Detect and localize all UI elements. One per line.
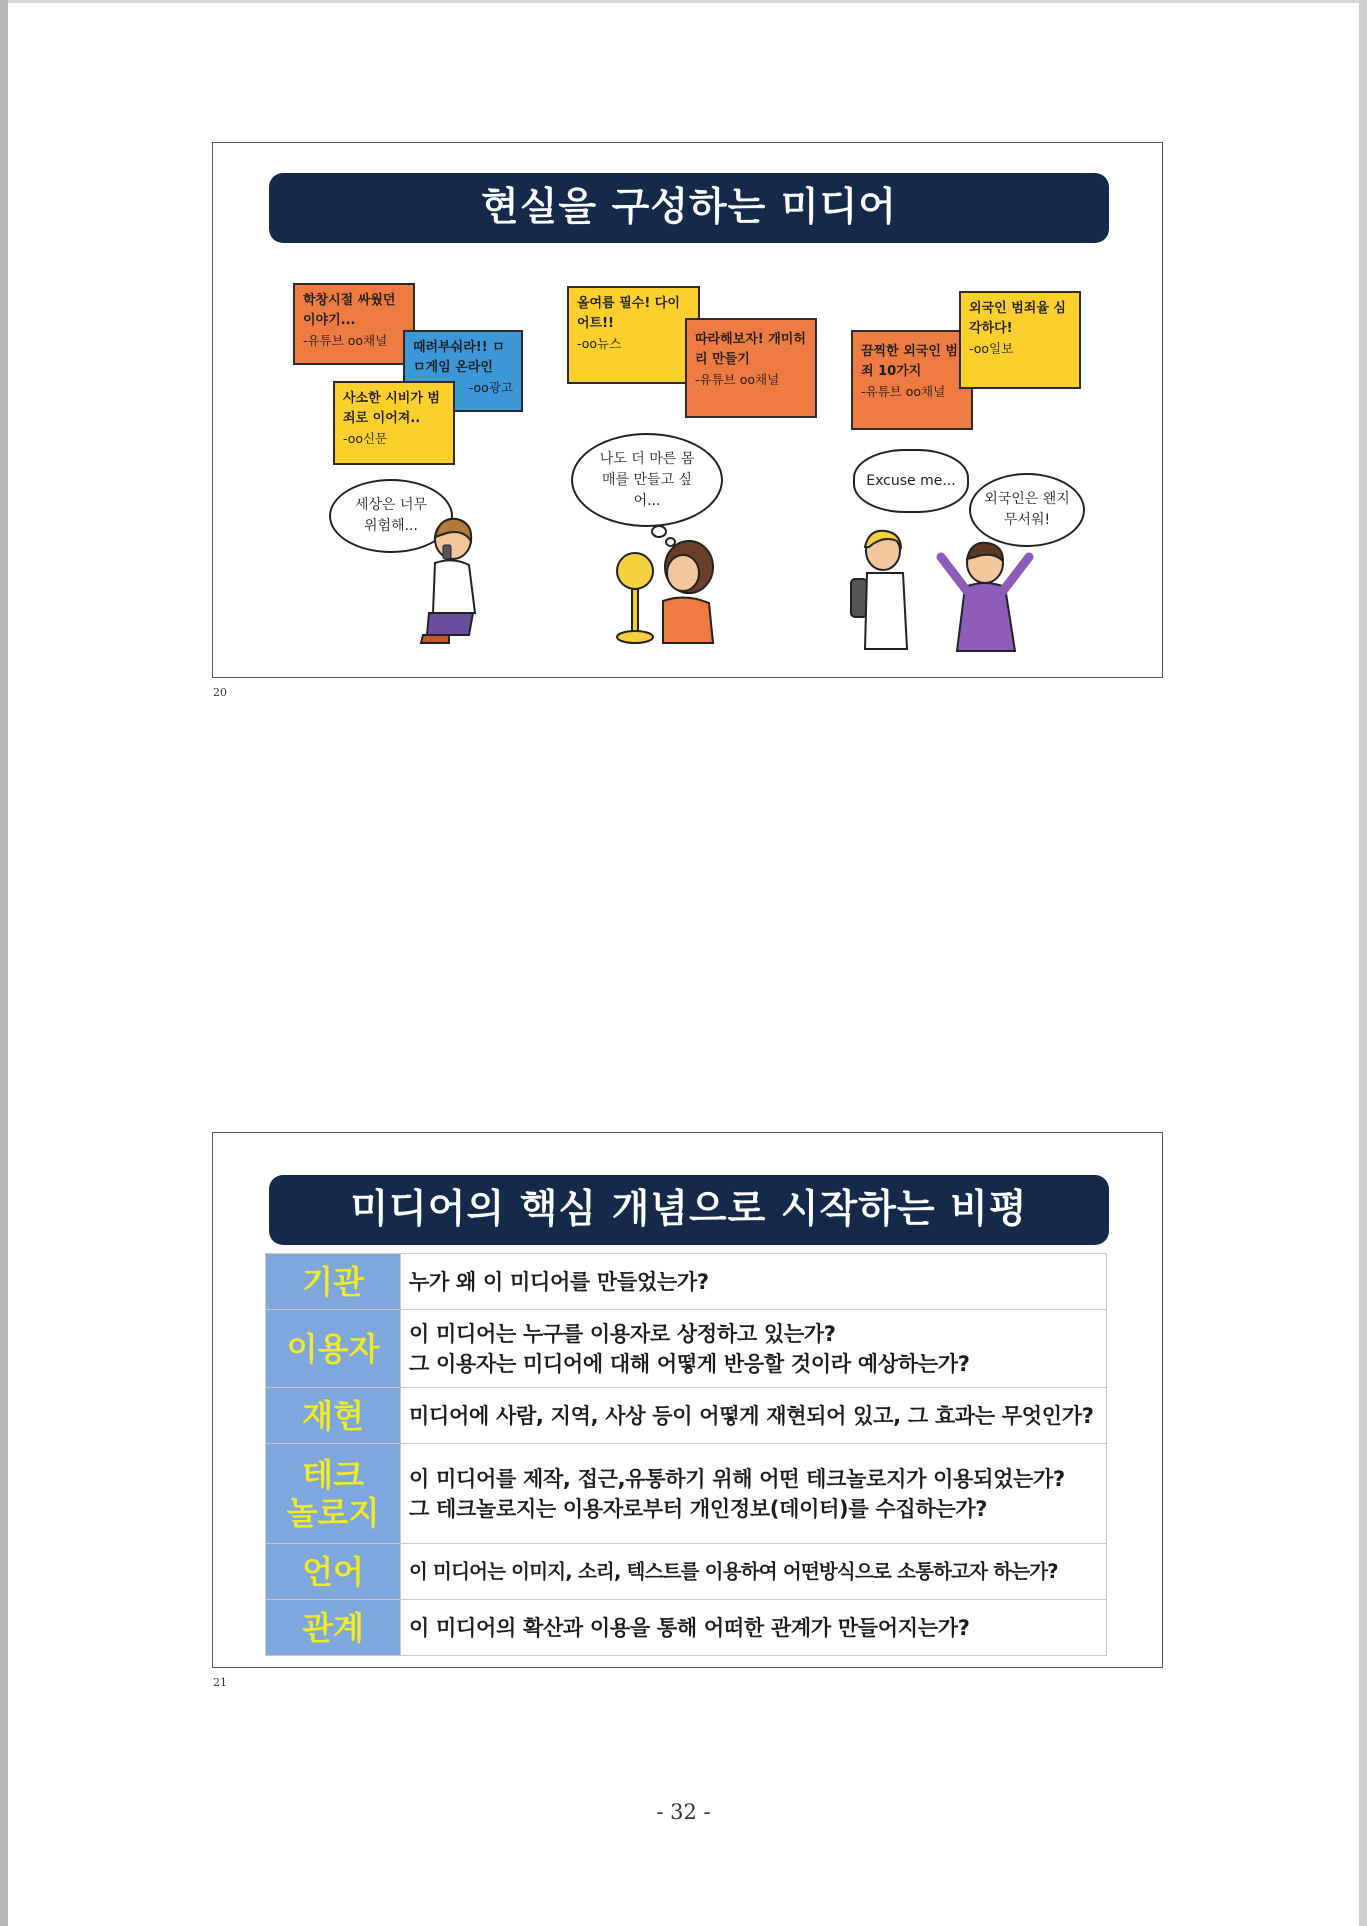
row-value [401,1600,1107,1656]
news-card [567,286,700,384]
row-line: 이 미디어를 제작, 접근,유통하기 위해 어떤 테크놀로지가 이용되었는가? [409,1466,1065,1491]
slide-number: 21 [213,1676,227,1689]
thought-bubble [571,433,723,527]
worried-person-illustration [403,513,493,653]
row-line: 누가 왜 이 미디어를 만들었는가? [409,1269,709,1294]
row-key [266,1444,401,1544]
page-edge-left [0,0,8,1926]
card-source: -oo신문 [343,431,388,446]
slide-media-critique [212,1132,1163,1668]
speech-bubble [853,449,969,513]
row-value [401,1310,1107,1388]
row-line: 이 미디어는 누구를 이용자로 상정하고 있는가? [409,1321,836,1346]
bubble-text: 세상은 너무 위험해... [354,497,428,534]
card-headline: 사소한 시비가 범죄로 이어져.. [343,391,440,426]
news-card [685,318,817,418]
tourist-illustration [847,523,917,653]
card-source: -유튜브 oo채널 [861,384,946,399]
row-value [401,1254,1107,1310]
slide-reality-media [212,142,1163,678]
row-line: 이 미디어의 확산과 이용을 통해 어떠한 관계가 만들어지는가? [409,1615,970,1640]
news-card [333,381,455,465]
table-row [266,1254,1107,1310]
slide-number: 20 [213,686,227,699]
row-key: 기관 [266,1254,401,1310]
critique-table [265,1253,1107,1656]
row-key: 재현 [266,1388,401,1444]
table-row [266,1544,1107,1600]
row-line: 그 테크놀로지는 이용자로부터 개인정보(데이터)를 수집하는가? [409,1496,988,1521]
card-headline: 따라해보자! 개미허리 만들기 [695,332,806,367]
row-value [401,1388,1107,1444]
row-key: 이용자 [266,1310,401,1388]
card-headline: 올여름 필수! 다이어트!! [577,296,680,331]
row-value [401,1444,1107,1544]
page-number: - 32 - [656,1800,711,1824]
card-source: -oo뉴스 [577,336,622,351]
row-value [401,1544,1107,1600]
card-headline: 끔찍한 외국인 범죄 10가지 [861,344,958,379]
slide-title: 현실을 구성하는 미디어 [269,173,1109,243]
page-edge-top [0,0,1367,3]
bubble-text: 외국인은 왠지 무서워! [984,491,1070,528]
row-line: 그 이용자는 미디어에 대해 어떻게 반응할 것이라 예상하는가? [409,1351,970,1376]
news-card [293,283,415,365]
card-headline: 때려부숴라!! ㅁㅁ게임 온라인 [413,340,505,375]
news-card [851,330,973,430]
row-line: 이 미디어는 이미지, 소리, 텍스트를 이용하여 어떤방식으로 소통하고자 하는가? [409,1559,1058,1583]
scared-person-illustration [935,533,1035,653]
mirror-girl-illustration [613,533,723,653]
bubble-text: Excuse me... [866,472,956,489]
table-row [266,1600,1107,1656]
news-card [959,291,1081,389]
bubble-text: 나도 더 마른 몸매를 만들고 싶어... [599,450,695,509]
table-row [266,1388,1107,1444]
card-source: -oo광고 [468,380,513,395]
row-key: 언어 [266,1544,401,1600]
row-line: 미디어에 사람, 지역, 사상 등이 어떻게 재현되어 있고, 그 효과는 무엇인가? [409,1403,1094,1428]
table-row [266,1310,1107,1388]
row-key-text: 테크 놀로지 [286,1455,380,1532]
row-key: 관계 [266,1600,401,1656]
slide-title: 미디어의 핵심 개념으로 시작하는 비평 [269,1175,1109,1245]
card-headline: 학창시절 싸웠던 이야기... [303,293,396,328]
card-source: -유튜브 oo채널 [303,333,388,348]
card-source: -유튜브 oo채널 [695,372,780,387]
card-headline: 외국인 범죄율 심각하다! [969,301,1066,336]
card-source: -oo일보 [969,341,1014,356]
page-edge-right [1359,0,1367,1926]
table-row [266,1444,1107,1544]
